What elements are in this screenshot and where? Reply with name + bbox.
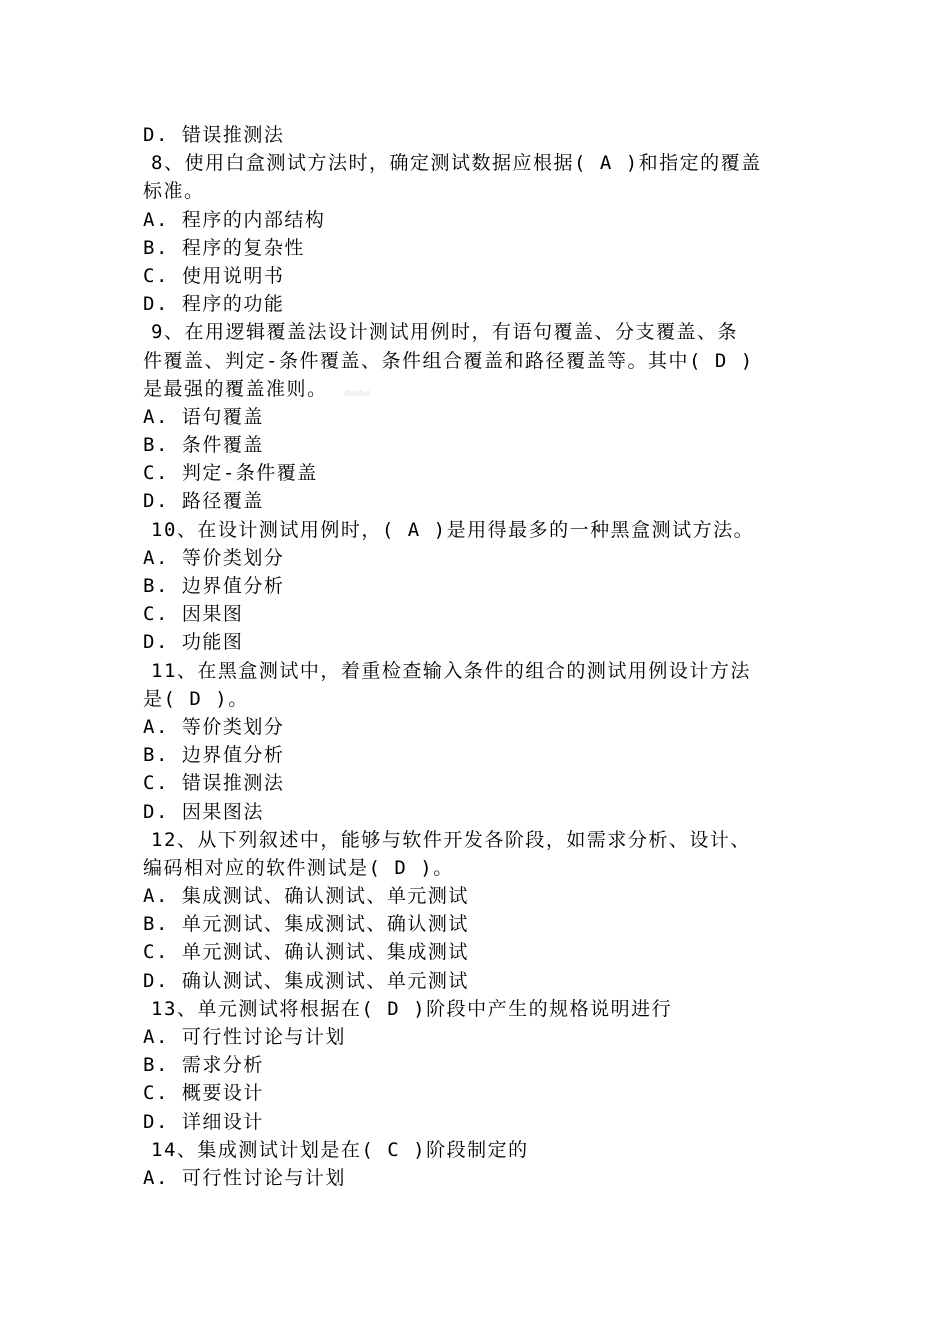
answer-option-line: B. 边界值分析 <box>143 744 285 767</box>
answer-option-line: A. 等价类划分 <box>143 546 285 569</box>
answer-option-line: B. 需求分析 <box>143 1054 264 1077</box>
answer-option-line: C. 单元测试、确认测试、集成测试 <box>143 941 469 964</box>
question-line: 8、使用白盒测试方法时，确定测试数据应根据( A )和指定的覆盖 <box>151 152 762 175</box>
answer-option-line: D. 详细设计 <box>143 1110 264 1133</box>
answer-option-line: D. 因果图法 <box>143 800 264 823</box>
answer-option-line: D. 程序的功能 <box>143 293 285 316</box>
answer-option-line: C. 错误推测法 <box>143 772 285 795</box>
question-continuation-line: 是最强的覆盖准则。 <box>143 377 328 400</box>
question-line: 14、集成测试计划是在( C )阶段制定的 <box>151 1138 529 1161</box>
question-line: 12、从下列叙述中，能够与软件开发各阶段，如需求分析、设计、 <box>151 828 751 851</box>
answer-option-line: B. 单元测试、集成测试、确认测试 <box>143 913 469 936</box>
answer-option-line: C. 判定-条件覆盖 <box>143 462 318 485</box>
question-continuation-line: 件覆盖、判定-条件覆盖、条件组合覆盖和路径覆盖等。其中( D ) <box>143 349 754 372</box>
question-continuation-line: 是( D )。 <box>143 687 249 710</box>
question-line: 11、在黑盒测试中，着重检查输入条件的组合的测试用例设计方法 <box>151 659 751 682</box>
question-line: 13、单元测试将根据在( D )阶段中产生的规格说明进行 <box>151 997 673 1020</box>
answer-option-line: A. 可行性讨论与计划 <box>143 1026 346 1048</box>
question-line: 9、在用逻辑覆盖法设计测试用例时，有语句覆盖、分支覆盖、条 <box>151 321 738 344</box>
answer-option-line: D. 错误推测法 <box>143 124 285 146</box>
question-continuation-line: 编码相对应的软件测试是( D )。 <box>143 856 454 879</box>
answer-option-line: D. 确认测试、集成测试、单元测试 <box>143 969 469 992</box>
answer-option-line: C. 因果图 <box>143 603 244 626</box>
answer-option-line: A. 程序的内部结构 <box>143 208 326 231</box>
answer-option-line: B. 边界值分析 <box>143 575 285 597</box>
question-continuation-line: 标准。 <box>143 180 205 203</box>
answer-option-line: A. 等价类划分 <box>143 715 285 738</box>
answer-option-line: A. 可行性讨论与计划 <box>143 1166 346 1189</box>
answer-option-line: B. 程序的复杂性 <box>143 236 305 259</box>
answer-option-line: B. 条件覆盖 <box>143 434 264 457</box>
answer-option-line: A. 语句覆盖 <box>143 405 264 428</box>
answer-option-line: C. 概要设计 <box>143 1082 264 1105</box>
answer-option-line: C. 使用说明书 <box>143 264 285 287</box>
question-line: 10、在设计测试用例时，( A )是用得最多的一种黑盒测试方法。 <box>151 518 755 541</box>
faint-watermark: dfsdfsd <box>344 389 370 398</box>
document-body <box>143 121 813 1192</box>
answer-option-line: A. 集成测试、确认测试、单元测试 <box>143 885 469 908</box>
answer-option-line: D. 路径覆盖 <box>143 490 264 513</box>
answer-option-line: D. 功能图 <box>143 631 244 654</box>
